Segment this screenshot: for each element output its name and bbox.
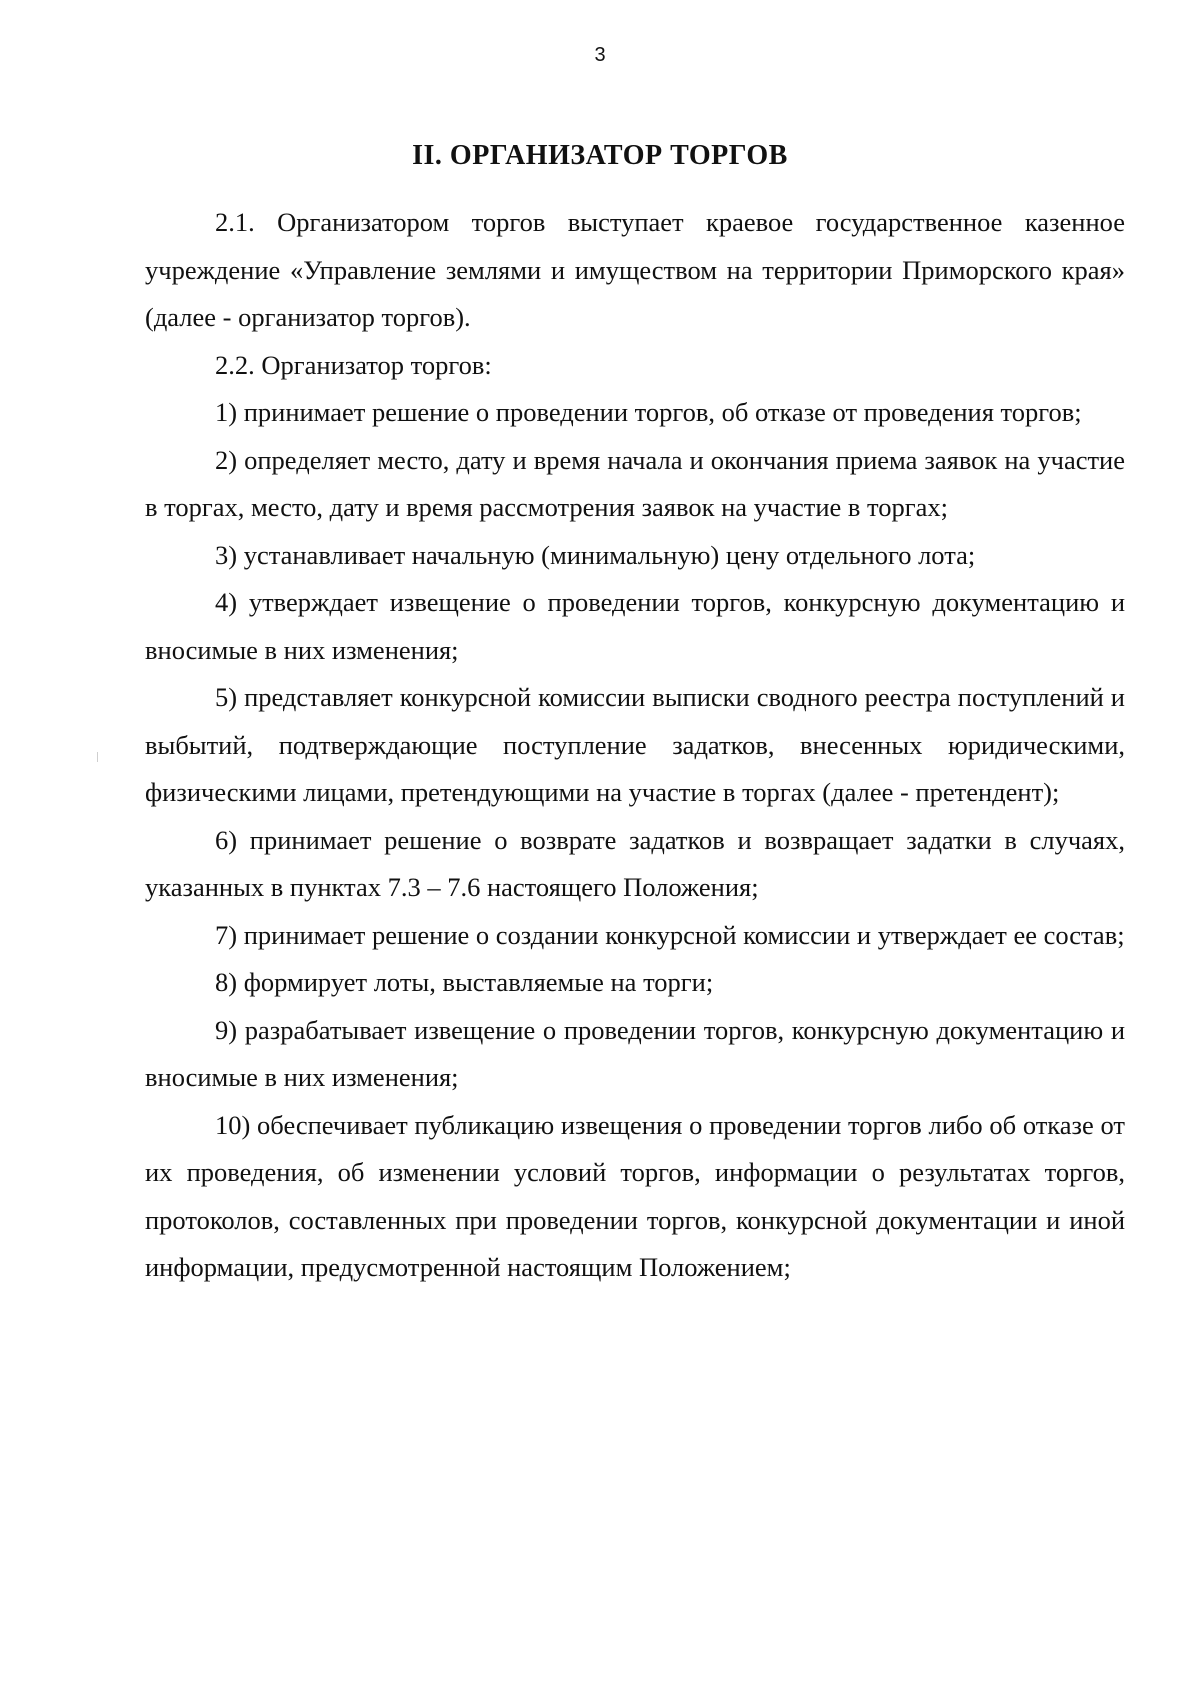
- list-item-7: 7) принимает решение о создании конкурсной комиссии и утверждает ее состав;: [215, 919, 1125, 950]
- list-item-10: 10) обеспечивает публикацию извещения о проведении торгов либо об отказе от их проведения, об изменении условий торгов, информации о результатах торгов, протоколов, составленных при проведении торгов, конкурсной документации и иной информации, предусмотренной настоящим Положением;: [145, 1109, 1125, 1282]
- list-item-8: 8) формирует лоты, выставляемые на торги;: [215, 967, 714, 997]
- list-item-5: 5) представляет конкурсной комиссии выписки сводного реестра поступлений и выбытий, подтверждающие поступление задатков, внесенных юридическими, физическими лицами, претендующими на участие в торгах (далее - претендент);: [145, 682, 1125, 807]
- list-item-4: 4) утверждает извещение о проведении торгов, конкурсную документацию и вносимые в них изменения;: [145, 587, 1125, 665]
- paragraph-2-2: 2.2. Организатор торгов:: [215, 349, 492, 380]
- list-item-2: 2) определяет место, дату и время начала и окончания приема заявок на участие в торгах, место, дату и время рассмотрения заявок на участие в торгах;: [145, 444, 1125, 522]
- list-item-1: 1) принимает решение о проведении торгов, об отказе от проведения торгов;: [215, 397, 1082, 427]
- paragraph-2-1: 2.1. Организатором торгов выступает краевое государственное казенное учреждение «Управление землями и имуществом на территории Приморского края» (далее - организатор торгов).: [145, 207, 1125, 332]
- section-title: II. ОРГАНИЗАТОР ТОРГОВ: [412, 140, 788, 171]
- page-number: 3: [594, 44, 606, 66]
- scan-mark: [97, 752, 98, 762]
- list-item-3: 3) устанавливает начальную (минимальную) цену отдельного лота;: [215, 539, 976, 570]
- list-item-9: 9) разрабатывает извещение о проведении торгов, конкурсную документацию и вносимые в них изменения;: [145, 1014, 1125, 1092]
- document-body: [145, 199, 1125, 1292]
- list-item-6: 6) принимает решение о возврате задатков и возвращает задатки в случаях, указанных в пунктах 7.3 – 7.6 настоящего Положения;: [145, 824, 1125, 902]
